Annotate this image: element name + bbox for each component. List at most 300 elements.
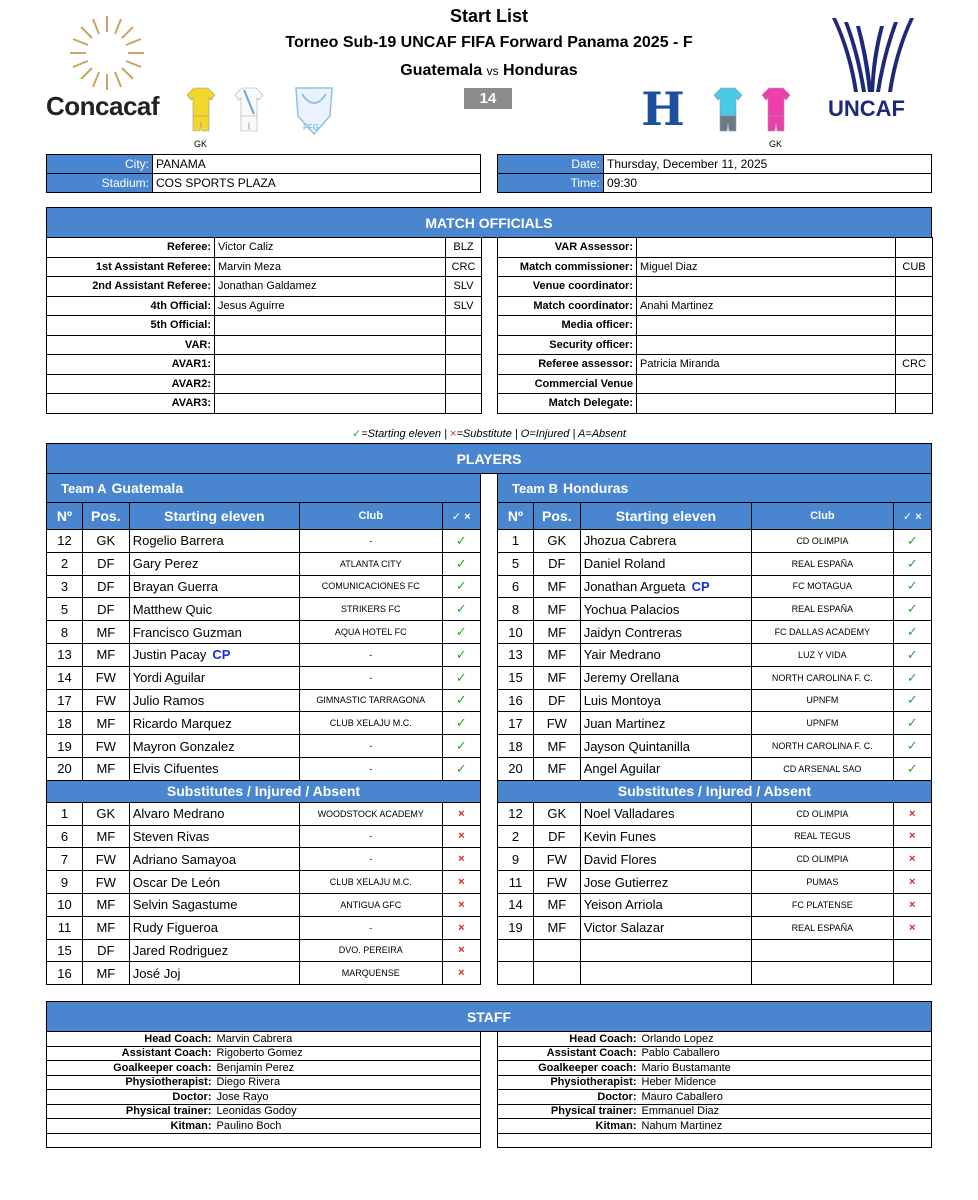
player-position: FW	[533, 848, 580, 871]
player-name-cell	[129, 757, 299, 780]
player-name-cell	[580, 689, 751, 712]
staff-role: Physical trainer:	[47, 1104, 215, 1119]
pos-column-header: Pos.	[533, 503, 580, 530]
starting-check-icon: ✓	[893, 575, 931, 598]
player-name: Mayron Gonzalez	[132, 738, 235, 754]
team-name: Honduras	[563, 480, 629, 496]
player-row	[47, 757, 481, 780]
substitute-row	[498, 893, 932, 916]
player-club: -	[299, 757, 442, 780]
player-number: 11	[498, 871, 534, 894]
substitute-cross-icon: ×	[893, 802, 931, 825]
player-number: 19	[47, 735, 83, 758]
substitute-cross-icon	[893, 939, 931, 962]
substitute-row	[47, 848, 481, 871]
staff-row	[498, 1090, 932, 1105]
player-name: Matthew Quic	[132, 601, 213, 617]
official-nationality: SLV	[446, 277, 482, 297]
player-club: FC MOTAGUA	[752, 575, 893, 598]
captain-badge: CP	[691, 578, 710, 594]
players-column-header	[498, 503, 932, 530]
player-name: Jonathan Argueta	[583, 578, 686, 594]
legend-check-icon: ✓	[352, 428, 362, 440]
player-row	[47, 666, 481, 689]
player-name: Jhozua Cabrera	[583, 533, 677, 549]
player-name: Noel Valladares	[580, 802, 751, 825]
starting-check-icon: ✓	[442, 552, 480, 575]
substitute-row	[498, 848, 932, 871]
official-name	[215, 335, 446, 355]
official-name	[637, 238, 896, 258]
player-position: MF	[533, 916, 580, 939]
starting-check-icon: ✓	[442, 735, 480, 758]
player-row	[498, 530, 932, 553]
official-role: 5th Official:	[47, 316, 215, 336]
player-name-cell	[580, 598, 751, 621]
player-name-cell	[129, 689, 299, 712]
officials-title: MATCH OFFICIALS	[47, 208, 932, 238]
official-nationality	[896, 296, 933, 316]
player-name: Selvin Sagastume	[129, 893, 299, 916]
player-position	[533, 939, 580, 962]
starting-check-icon: ✓	[893, 757, 931, 780]
player-position: MF	[82, 962, 129, 985]
official-row	[47, 238, 482, 258]
staff-name	[640, 1133, 932, 1148]
official-role: VAR:	[47, 335, 215, 355]
substitute-row	[47, 802, 481, 825]
staff-name: Mario Bustamante	[640, 1061, 932, 1076]
staff-row	[47, 1032, 481, 1047]
player-number: 2	[498, 825, 534, 848]
player-club: NORTH CAROLINA F. C.	[752, 735, 893, 758]
official-nationality	[446, 394, 482, 414]
player-name-cell	[580, 575, 751, 598]
player-club: CD OLIMPIA	[752, 802, 893, 825]
player-club: WOODSTOCK ACADEMY	[299, 802, 442, 825]
subs-title: Substitutes / Injured / Absent	[498, 780, 932, 802]
player-number: 13	[498, 643, 534, 666]
city-value: PANAMA	[153, 155, 481, 174]
player-number: 12	[47, 530, 83, 553]
player-name: Luis Montoya	[583, 692, 662, 708]
player-row	[498, 643, 932, 666]
staff-row	[47, 1119, 481, 1134]
official-name: Miguel Diaz	[637, 257, 896, 277]
official-nationality	[896, 335, 933, 355]
player-number: 12	[498, 802, 534, 825]
player-position: MF	[533, 666, 580, 689]
player-name: Julio Ramos	[132, 692, 205, 708]
pos-column-header: Pos.	[82, 503, 129, 530]
substitute-row	[498, 871, 932, 894]
official-row	[498, 394, 933, 414]
player-name: Steven Rivas	[129, 825, 299, 848]
player-position: FW	[82, 871, 129, 894]
staff-name: Benjamin Perez	[215, 1061, 481, 1076]
player-club: REAL ESPAÑA	[752, 598, 893, 621]
player-club: MARQUENSE	[299, 962, 442, 985]
player-position: MF	[82, 825, 129, 848]
official-row	[47, 355, 482, 375]
honduras-gk-kit-icon	[761, 86, 791, 136]
honduras-crest-icon: H	[641, 82, 685, 136]
date-value: Thursday, December 11, 2025	[604, 155, 932, 174]
official-role: Venue coordinator:	[498, 277, 637, 297]
player-number: 18	[498, 735, 534, 758]
player-name: David Flores	[580, 848, 751, 871]
team-label: Team B	[512, 481, 558, 496]
player-name-cell	[580, 712, 751, 735]
player-club: DVO. PEREIRA	[299, 939, 442, 962]
club-column-header: Club	[752, 503, 893, 530]
official-row	[47, 257, 482, 277]
concacaf-sun-icon	[66, 12, 148, 94]
player-row	[498, 757, 932, 780]
player-name: Elvis Cifuentes	[132, 761, 219, 777]
official-role: Commercial Venue	[498, 374, 637, 394]
substitute-row	[498, 825, 932, 848]
player-name: Rudy Figueroa	[129, 916, 299, 939]
player-number: 3	[47, 575, 83, 598]
staff-row	[47, 1075, 481, 1090]
official-name	[637, 335, 896, 355]
staff-role: Goalkeeper coach:	[47, 1061, 215, 1076]
team-a-table	[46, 473, 481, 985]
staff-row	[47, 1090, 481, 1105]
staff-name: Emmanuel Diaz	[640, 1104, 932, 1119]
staff-row	[47, 1133, 481, 1148]
player-number: 14	[47, 666, 83, 689]
official-name	[215, 316, 446, 336]
player-number: 15	[498, 666, 534, 689]
subs-title: Substitutes / Injured / Absent	[47, 780, 481, 802]
player-name: Rogelio Barrera	[132, 533, 224, 549]
guatemala-gk-kit-icon	[186, 86, 216, 136]
substitute-cross-icon: ×	[442, 893, 480, 916]
staff-row	[47, 1061, 481, 1076]
player-name	[580, 962, 751, 985]
player-position: MF	[82, 712, 129, 735]
player-club: ANTIGUA GFC	[299, 893, 442, 916]
official-row	[47, 296, 482, 316]
player-number: 14	[498, 893, 534, 916]
gk-label-b: GK	[769, 139, 783, 149]
player-position: FW	[82, 689, 129, 712]
staff-row	[498, 1046, 932, 1061]
official-name	[637, 316, 896, 336]
substitute-row	[498, 962, 932, 985]
player-row	[498, 735, 932, 758]
staff-role: Head Coach:	[498, 1032, 640, 1047]
player-name-cell	[580, 666, 751, 689]
player-row	[498, 552, 932, 575]
player-row	[47, 712, 481, 735]
player-club: UPNFM	[752, 689, 893, 712]
team-name-row	[47, 474, 481, 503]
player-name: Alvaro Medrano	[129, 802, 299, 825]
substitute-row	[498, 916, 932, 939]
staff-name: Paulino Boch	[215, 1119, 481, 1134]
player-number: 8	[47, 621, 83, 644]
official-nationality: CRC	[446, 257, 482, 277]
substitute-cross-icon: ×	[442, 871, 480, 894]
staff-title: STAFF	[47, 1002, 932, 1032]
player-number: 5	[47, 598, 83, 621]
official-row	[498, 335, 933, 355]
player-number: 16	[47, 962, 83, 985]
official-role: Media officer:	[498, 316, 637, 336]
official-nationality: CUB	[896, 257, 933, 277]
team-name-cell	[498, 474, 932, 503]
player-club: FC PLATENSE	[752, 893, 893, 916]
team-name-cell	[47, 474, 481, 503]
substitute-cross-icon	[893, 962, 931, 985]
player-name-cell	[129, 712, 299, 735]
player-row	[498, 621, 932, 644]
official-name: Jesus Aguirre	[215, 296, 446, 316]
legend-start-text: =Starting eleven |	[361, 428, 451, 440]
staff-name: Marvin Cabrera	[215, 1032, 481, 1047]
player-name: Victor Salazar	[580, 916, 751, 939]
staff-right-table	[497, 1031, 932, 1148]
player-position: FW	[533, 712, 580, 735]
player-position: FW	[533, 871, 580, 894]
player-name: Jared Rodriguez	[129, 939, 299, 962]
official-role: Match Delegate:	[498, 394, 637, 414]
player-position: MF	[82, 893, 129, 916]
starting-check-icon: ✓	[442, 575, 480, 598]
venue-table	[46, 154, 481, 193]
player-number	[498, 939, 534, 962]
player-name-cell	[580, 735, 751, 758]
starting-check-icon: ✓	[442, 643, 480, 666]
player-row	[47, 530, 481, 553]
official-role: Match coordinator:	[498, 296, 637, 316]
player-position: MF	[533, 575, 580, 598]
time-label: Time:	[498, 174, 604, 193]
official-nationality	[896, 238, 933, 258]
substitute-cross-icon: ×	[442, 962, 480, 985]
substitute-cross-icon: ×	[442, 825, 480, 848]
official-row	[498, 257, 933, 277]
official-nationality: CRC	[896, 355, 933, 375]
official-name	[215, 374, 446, 394]
official-name: Marvin Meza	[215, 257, 446, 277]
official-name: Anahi Martinez	[637, 296, 896, 316]
staff-row	[498, 1133, 932, 1148]
player-row	[47, 689, 481, 712]
player-position: GK	[533, 530, 580, 553]
player-number: 15	[47, 939, 83, 962]
staff-row	[498, 1119, 932, 1134]
player-name: Jose Gutierrez	[580, 871, 751, 894]
staff-role: Physiotherapist:	[498, 1075, 640, 1090]
player-name-cell	[129, 575, 299, 598]
player-name: Justin Pacay	[132, 647, 207, 663]
starting-check-icon: ✓	[893, 712, 931, 735]
player-club: CLUB XELAJU M.C.	[299, 871, 442, 894]
team-name-row	[498, 474, 932, 503]
player-row	[498, 689, 932, 712]
player-number: 18	[47, 712, 83, 735]
player-club: GIMNASTIC TARRAGONA	[299, 689, 442, 712]
player-club: REAL ESPAÑA	[752, 916, 893, 939]
player-position: GK	[533, 802, 580, 825]
player-row	[47, 735, 481, 758]
staff-name: Leonidas Godoy	[215, 1104, 481, 1119]
player-name: José Joj	[129, 962, 299, 985]
substitute-row	[47, 893, 481, 916]
official-nationality: BLZ	[446, 238, 482, 258]
starting-check-icon: ✓	[442, 689, 480, 712]
staff-row	[498, 1032, 932, 1047]
player-position: FW	[82, 848, 129, 871]
official-name	[215, 355, 446, 375]
player-name-cell	[129, 530, 299, 553]
gk-label-a: GK	[194, 139, 208, 149]
starting-check-icon: ✓	[442, 712, 480, 735]
captain-badge: CP	[212, 647, 231, 663]
stadium-value: COS SPORTS PLAZA	[153, 174, 481, 193]
player-club: -	[299, 735, 442, 758]
staff-name: Diego Rivera	[215, 1075, 481, 1090]
substitute-cross-icon: ×	[893, 825, 931, 848]
uncaf-emblem-icon	[826, 12, 916, 94]
player-club: CD OLIMPIA	[752, 530, 893, 553]
player-name: Yordi Aguilar	[132, 670, 206, 686]
marks-legend	[0, 427, 978, 440]
staff-role: Assistant Coach:	[498, 1046, 640, 1061]
substitute-row	[47, 939, 481, 962]
time-value: 09:30	[604, 174, 932, 193]
city-label: City:	[47, 155, 153, 174]
player-position: GK	[82, 802, 129, 825]
player-club: REAL ESPAÑA	[752, 552, 893, 575]
player-position: FW	[82, 666, 129, 689]
substitute-cross-icon: ×	[893, 893, 931, 916]
player-name-cell	[580, 552, 751, 575]
player-number: 17	[47, 689, 83, 712]
team-b-table	[497, 473, 932, 985]
no-column-header: Nº	[47, 503, 83, 530]
player-position: MF	[82, 916, 129, 939]
ffg-label: FFG	[303, 123, 319, 132]
player-name: Kevin Funes	[580, 825, 751, 848]
official-name: Victor Caliz	[215, 238, 446, 258]
stadium-label: Stadium:	[47, 174, 153, 193]
player-name-cell	[580, 643, 751, 666]
player-club: CLUB XELAJU M.C.	[299, 712, 442, 735]
starting-check-icon: ✓	[893, 735, 931, 758]
official-row	[498, 316, 933, 336]
player-club: PUMAS	[752, 871, 893, 894]
staff-name: Jose Rayo	[215, 1090, 481, 1105]
official-row	[47, 277, 482, 297]
official-nationality: SLV	[446, 296, 482, 316]
player-club: NORTH CAROLINA F. C.	[752, 666, 893, 689]
official-name	[637, 277, 896, 297]
official-name	[637, 374, 896, 394]
player-club: -	[299, 643, 442, 666]
official-role: AVAR2:	[47, 374, 215, 394]
player-number: 20	[498, 757, 534, 780]
official-name	[637, 394, 896, 414]
official-name: Jonathan Galdamez	[215, 277, 446, 297]
staff-row	[47, 1104, 481, 1119]
players-column-header	[47, 503, 481, 530]
staff-role: Goalkeeper coach:	[498, 1061, 640, 1076]
player-club: -	[299, 916, 442, 939]
substitute-cross-icon: ×	[442, 802, 480, 825]
starting-check-icon: ✓	[893, 666, 931, 689]
honduras-kit-icon	[713, 86, 743, 136]
player-club: AQUA HOTEL FC	[299, 621, 442, 644]
staff-name: Heber Midence	[640, 1075, 932, 1090]
starting-check-icon: ✓	[893, 530, 931, 553]
player-number: 17	[498, 712, 534, 735]
player-club: REAL TEGUS	[752, 825, 893, 848]
player-name: Oscar De León	[129, 871, 299, 894]
concacaf-wordmark: Concacaf	[46, 91, 160, 121]
official-nationality	[446, 355, 482, 375]
player-position: MF	[533, 643, 580, 666]
official-row	[498, 355, 933, 375]
player-number: 7	[47, 848, 83, 871]
official-role: 4th Official:	[47, 296, 215, 316]
player-position: DF	[533, 552, 580, 575]
player-club: UPNFM	[752, 712, 893, 735]
official-nationality	[896, 394, 933, 414]
player-position: FW	[82, 735, 129, 758]
official-role: Match commissioner:	[498, 257, 637, 277]
starting-check-icon: ✓	[893, 621, 931, 644]
staff-role: Physiotherapist:	[47, 1075, 215, 1090]
player-name: Jayson Quintanilla	[583, 738, 690, 754]
official-row	[47, 394, 482, 414]
official-name: Patricia Miranda	[637, 355, 896, 375]
player-name: Angel Aguilar	[583, 761, 661, 777]
player-club: -	[299, 825, 442, 848]
mark-column-header: ✓ ×	[442, 503, 480, 530]
player-number: 1	[498, 530, 534, 553]
player-position: MF	[533, 621, 580, 644]
player-position: MF	[533, 893, 580, 916]
player-number: 20	[47, 757, 83, 780]
official-row	[498, 238, 933, 258]
legend-rest-text: =Substitute | O=Injured | A=Absent	[456, 428, 626, 440]
player-position: DF	[533, 825, 580, 848]
player-name: Yeison Arriola	[580, 893, 751, 916]
official-row	[498, 296, 933, 316]
substitute-row	[498, 802, 932, 825]
match-number-badge: 14	[464, 88, 512, 109]
substitute-row	[47, 825, 481, 848]
subs-header-row	[498, 780, 932, 802]
player-number: 11	[47, 916, 83, 939]
staff-role: Assistant Coach:	[47, 1046, 215, 1061]
players-header	[46, 443, 932, 474]
player-name-cell	[129, 598, 299, 621]
player-row	[498, 598, 932, 621]
starting-check-icon: ✓	[442, 530, 480, 553]
player-row	[498, 712, 932, 735]
tournament-title: Torneo Sub-19 UNCAF FIFA Forward Panama 2025 - F	[285, 34, 693, 51]
staff-role: Head Coach:	[47, 1032, 215, 1047]
official-row	[47, 374, 482, 394]
staff-name: Orlando Lopez	[640, 1032, 932, 1047]
player-name: Jaidyn Contreras	[583, 624, 682, 640]
